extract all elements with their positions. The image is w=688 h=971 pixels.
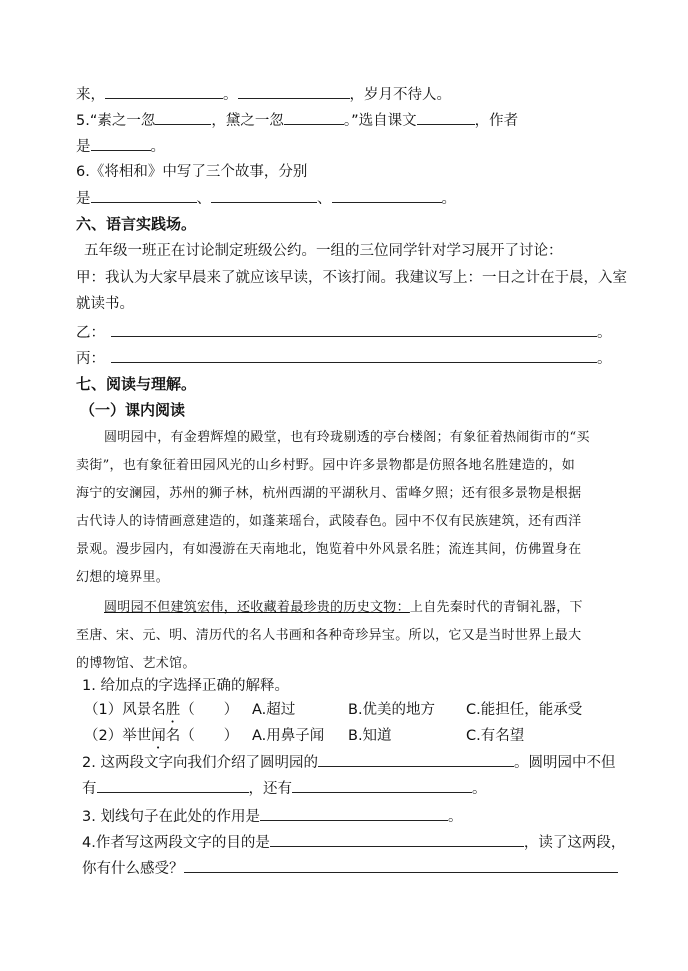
question-3 bbox=[82, 806, 462, 827]
text: 2. 这两段文字向我们介绍了圆明园的 bbox=[82, 755, 318, 771]
answer-blank[interactable] bbox=[91, 188, 197, 203]
section-6-intro: 五年级一班正在讨论制定班级公约。一组的三位同学针对学习展开了讨论： bbox=[84, 243, 563, 259]
jia-statement-line-2: 就读书。 bbox=[76, 296, 134, 312]
section-7-subheading: （一）课内阅读 bbox=[80, 401, 186, 419]
text: （1）风景名 bbox=[84, 702, 166, 718]
question-2-line-2 bbox=[82, 778, 487, 799]
answer-paren[interactable]: （ ） bbox=[180, 702, 239, 718]
text: 。 bbox=[597, 325, 612, 341]
question-4-line-1 bbox=[82, 832, 625, 853]
passage-p1-line-5: 景观。漫步园内，有如漫游在天南地北，饱览着中外风景名胜；流连其间，仿佛置身在 bbox=[76, 542, 582, 557]
answer-blank[interactable] bbox=[97, 778, 249, 793]
answer-blank[interactable] bbox=[260, 806, 448, 821]
text: 。 bbox=[441, 191, 456, 207]
option-1a-C: C.能担任，能承受 bbox=[466, 702, 583, 718]
answer-blank[interactable] bbox=[155, 110, 211, 125]
question-4-line-2 bbox=[82, 858, 618, 879]
passage-p1-line-6: 幻想的境界里。 bbox=[76, 570, 170, 585]
option-1a-B: B.优美的地方 bbox=[348, 702, 436, 718]
section-6-heading: 六、语言实践场。 bbox=[76, 215, 197, 233]
text: 4.作者写这两段文字的目的是 bbox=[82, 835, 270, 851]
question-1b bbox=[84, 726, 238, 752]
text: ，读了这两段， bbox=[523, 835, 626, 851]
answer-blank[interactable] bbox=[211, 188, 317, 203]
text: 。 bbox=[472, 781, 487, 797]
text: 是 bbox=[76, 191, 91, 207]
text: 、 bbox=[196, 191, 211, 207]
fill-line-1 bbox=[76, 84, 451, 105]
text: 6.《将相和》中写了三个故事，分别 bbox=[76, 164, 308, 180]
text: 。 bbox=[223, 87, 238, 103]
option-1b-B: B.知道 bbox=[348, 728, 392, 744]
answer-blank[interactable] bbox=[284, 110, 344, 125]
answer-blank[interactable] bbox=[417, 110, 475, 125]
text: 。圆明园中不但 bbox=[513, 755, 616, 771]
question-5-line-2 bbox=[76, 136, 165, 157]
question-6-line-1 bbox=[76, 162, 307, 182]
section-7-heading: 七、阅读与理解。 bbox=[76, 375, 197, 393]
yi-label: 乙： bbox=[76, 325, 105, 341]
dotted-char: 闻 bbox=[151, 728, 166, 744]
text: 来， bbox=[76, 87, 105, 103]
passage-p2-line-1 bbox=[104, 598, 583, 618]
text: ，岁月不待人。 bbox=[349, 87, 451, 103]
text: 、 bbox=[317, 191, 332, 207]
text: 。”选自课文 bbox=[343, 113, 417, 129]
passage-p2-line-2: 至唐、宋、元、明、清历代的名人书画和各种奇珍异宝。所以，它又是当时世界上最大 bbox=[76, 628, 582, 643]
question-5-line-1 bbox=[76, 110, 518, 131]
jia-statement-line-1: 甲：我认为大家早晨来了就应该早读，不该打闹。我建议写上：一日之计在于晨，入室 bbox=[76, 270, 627, 286]
answer-blank[interactable] bbox=[184, 858, 618, 873]
passage-p1-line-2: 卖街”，也有象征着田园风光的山乡村野。园中许多景物都是仿照各地名胜建造的，如 bbox=[76, 458, 576, 473]
text: ，黛之一忽 bbox=[211, 113, 284, 129]
answer-blank[interactable] bbox=[292, 778, 472, 793]
text: 名 bbox=[165, 728, 181, 744]
text: 。 bbox=[150, 139, 165, 155]
answer-blank[interactable] bbox=[318, 752, 514, 767]
answer-blank[interactable] bbox=[332, 188, 442, 203]
text: 。 bbox=[597, 351, 612, 367]
answer-blank[interactable] bbox=[238, 84, 350, 99]
answer-blank[interactable] bbox=[270, 832, 524, 847]
passage-p1-line-4: 古代诗人的诗情画意建造的，如蓬莱瑶台，武陵春色。园中不仅有民族建筑，还有西洋 bbox=[76, 514, 582, 529]
passage-p1-line-3: 海宁的安澜园，苏州的狮子林，杭州西湖的平湖秋月、雷峰夕照；还有很多景物是根据 bbox=[76, 486, 582, 501]
text: 上自先秦时代的青铜礼器，下 bbox=[409, 600, 583, 615]
passage-p2-line-3: 的博物馆、艺术馆。 bbox=[76, 656, 196, 671]
text: ，作者 bbox=[474, 113, 519, 129]
yi-answer-line bbox=[76, 322, 612, 343]
text: 。 bbox=[447, 809, 463, 825]
answer-paren[interactable]: （ ） bbox=[180, 728, 239, 744]
question-1a bbox=[84, 700, 238, 726]
text: ，还有 bbox=[248, 781, 292, 797]
passage-p1-line-1: 圆明园中，有金碧辉煌的殿堂，也有玲珑剔透的亭台楼阁；有象征着热闹街市的“买 bbox=[104, 430, 590, 445]
underlined-sentence: 圆明园不但建筑宏伟，还收藏着最珍贵的历史文物： bbox=[104, 600, 410, 615]
dotted-char: 胜 bbox=[165, 702, 181, 718]
text: 你有什么感受？ bbox=[82, 861, 184, 877]
option-1a-A: A.超过 bbox=[252, 702, 296, 718]
bing-answer-blank[interactable] bbox=[111, 348, 597, 363]
question-1: 1. 给加点的字选择正确的解释。 bbox=[82, 678, 289, 694]
yi-answer-blank[interactable] bbox=[111, 322, 597, 337]
answer-blank[interactable] bbox=[91, 136, 151, 151]
answer-blank[interactable] bbox=[105, 84, 223, 99]
text: 有 bbox=[82, 781, 97, 797]
question-6-line-2 bbox=[76, 188, 456, 209]
text: 是 bbox=[76, 139, 91, 155]
bing-label: 丙： bbox=[76, 351, 105, 367]
text: 3. 划线句子在此处的作用是 bbox=[82, 809, 260, 825]
text: 5.“素之一忽 bbox=[76, 113, 156, 129]
option-1b-A: A.用鼻子闻 bbox=[252, 728, 325, 744]
bing-answer-line bbox=[76, 348, 612, 369]
question-2-line-1 bbox=[82, 752, 615, 773]
text: （2）举世 bbox=[84, 728, 152, 744]
option-1b-C: C.有名望 bbox=[466, 728, 525, 744]
